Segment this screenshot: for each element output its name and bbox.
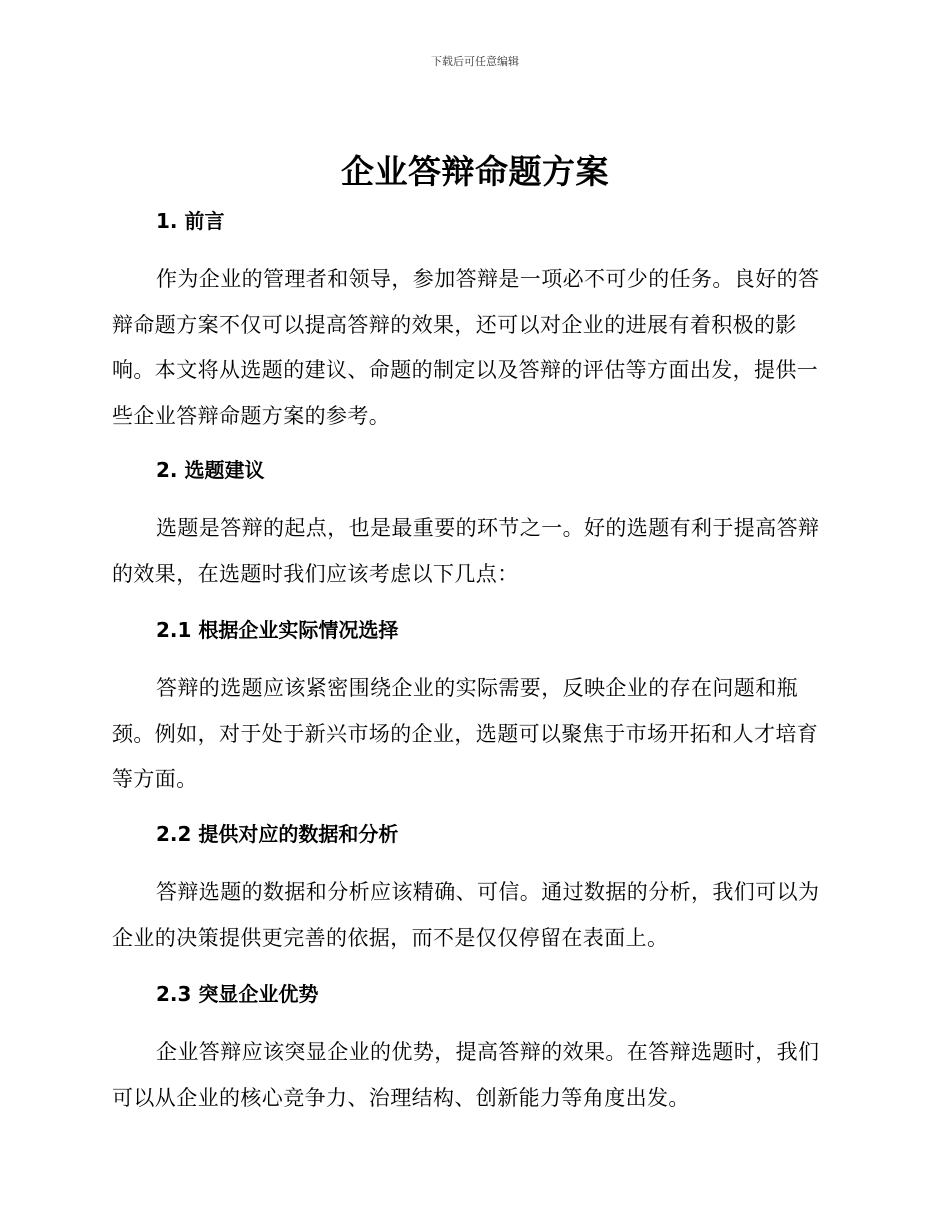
- section-heading-2-2: 2.2 提供对应的数据和分析: [156, 822, 399, 846]
- page-header-note: 下载后可任意编辑: [431, 55, 519, 68]
- section-paragraph-2-1: 答辩的选题应该紧密围绕企业的实际需要，反映企业的存在问题和瓶颈。例如，对于处于新兴市场的企业，选题可以聚焦于市场开拓和人才培育等方面。: [112, 676, 819, 791]
- section-paragraph-preface: 作为企业的管理者和领导，参加答辩是一项必不可少的任务。良好的答辩命题方案不仅可以提高答辩的效果，还可以对企业的进展有着积极的影响。本文将从选题的建议、命题的制定以及答辩的评估等方面出发，提供一些企业答辩命题方案的参考。: [112, 267, 820, 428]
- section-paragraph-topic-suggestions: 选题是答辩的起点，也是最重要的环节之一。好的选题有利于提高答辩的效果，在选题时我们应该考虑以下几点：: [112, 516, 820, 586]
- section-heading-2-1: 2.1 根据企业实际情况选择: [156, 618, 399, 642]
- section-paragraph-2-2: 答辩选题的数据和分析应该精确、可信。通过数据的分析，我们可以为企业的决策提供更完善的依据，而不是仅仅停留在表面上。: [112, 880, 820, 950]
- document-title: 企业答辩命题方案: [341, 152, 609, 191]
- section-heading-preface: 1. 前言: [156, 209, 225, 233]
- section-heading-2-3: 2.3 突显企业优势: [156, 982, 319, 1006]
- section-paragraph-2-3: 企业答辩应该突显企业的优势，提高答辩的效果。在答辩选题时，我们可以从企业的核心竞争力、治理结构、创新能力等角度出发。: [112, 1040, 820, 1110]
- section-heading-topic-suggestions: 2. 选题建议: [156, 458, 265, 482]
